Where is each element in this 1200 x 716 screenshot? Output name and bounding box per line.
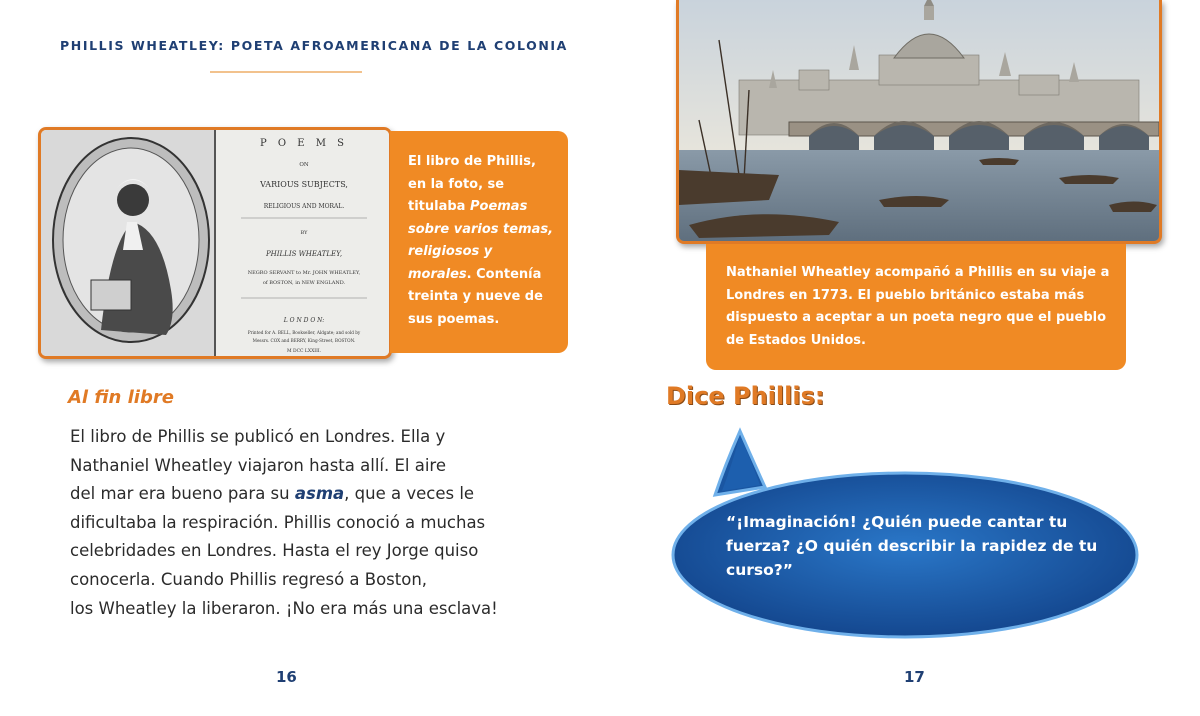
svg-text:VARIOUS SUBJECTS,: VARIOUS SUBJECTS, [260,180,348,189]
svg-text:L O N D O N:: L O N D O N: [283,317,325,324]
head-divider [210,71,362,73]
book-title: P O E M S [259,138,349,149]
book-caption-box [390,131,568,353]
svg-text:Printed for A. BELL, Bookselle: Printed for A. BELL, Bookseller, Aldgate; and sold by [247,330,361,335]
svg-text:M DCC LXXIII.: M DCC LXXIII. [286,349,322,354]
glossary-term: asma [294,484,345,504]
svg-text:PHILLIS WHEATLEY,: PHILLIS WHEATLEY, [265,250,343,258]
svg-text:Messrs. COX and BERRY, King-St: Messrs. COX and BERRY, King-Street, BOSTON. [252,338,356,343]
svg-text:of BOSTON, in NEW ENGLAND.: of BOSTON, in NEW ENGLAND. [262,280,346,286]
section-title: Al fin libre [68,387,174,408]
phillis-quote: “¡Imaginación! ¿Quién puede cantar tu fuerza? ¿O quién describir la rapidez de tu curso?” [726,513,1098,579]
svg-text:BY: BY [300,230,308,236]
book-title-italic: Poemas sobre varios temas, religiosos y morales [408,199,554,282]
london-caption-box [706,244,1126,370]
quote-heading: Dice Phillis: [666,382,825,410]
right-page [600,0,1200,716]
book-photo [38,127,392,359]
london-photo [676,0,1162,244]
book-caption: El libro de Phillis, en la foto, se titulaba Poemas sobre varios temas, religiosos y morales. Contenía treinta y nueve de sus poemas. [408,154,554,327]
page-number: 17 [904,668,925,686]
svg-text:ON: ON [299,162,309,168]
body-paragraph: El libro de Phillis se publicó en Londres. Ella y Nathaniel Wheatley viajaron hasta allí. El aire del mar era bueno para su asma, que a veces le dificultaba la respiración. Phillis conoció a muchas celebridades en Londres. Hasta el rey Jorge quiso conocerla. Cuando Phillis regresó a Boston, los Wheatley la liberaron. ¡No era más una esclava! [70,427,498,618]
svg-text:RELIGIOUS AND MORAL.: RELIGIOUS AND MORAL. [263,203,345,210]
london-caption: Nathaniel Wheatley acompañó a Phillis en su viaje a Londres en 1773. El pueblo británico estaba más dispuesto a aceptar a un poeta negro que el pueblo de Estados Unidos. [726,265,1110,348]
running-head: PHILLIS WHEATLEY: POETA AFROAMERICANA DE LA COLONIA [60,38,568,53]
svg-text:NEGRO SERVANT to Mr. JOHN WHEA: NEGRO SERVANT to Mr. JOHN WHEATLEY, [247,270,361,276]
page-number: 16 [276,668,297,686]
